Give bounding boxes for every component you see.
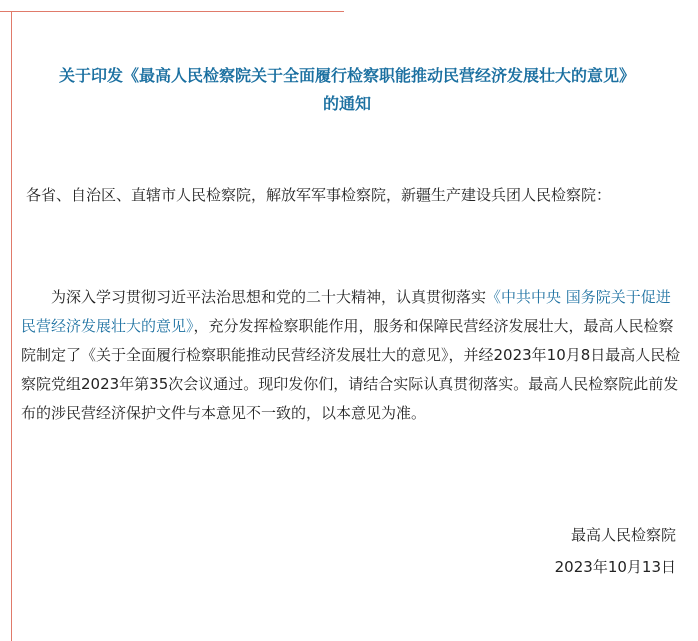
body-paragraph	[21, 283, 681, 428]
body-text-part-1: 为深入学习贯彻习近平法治思想和党的二十大精神，认真贯彻落实	[51, 288, 487, 306]
document-title	[22, 62, 672, 118]
salutation: 各省、自治区、直辖市人民检察院，解放军军事检察院，新疆生产建设兵团人民检察院：	[26, 186, 612, 204]
policy-link[interactable]: 《中共中央 国务院关于促进民营经济发展壮大的意见》	[21, 288, 671, 335]
title-line-1: 关于印发《最高人民检察院关于全面履行检察职能推动民营经济发展壮大的意见》	[58, 66, 635, 85]
title-line-2: 的通知	[322, 94, 371, 113]
signature-org: 最高人民检察院	[570, 526, 676, 544]
body-text-part-2: ，充分发挥检察职能作用，服务和保障民营经济发展壮大，最高人民检察院制定了《关于全面履行检察职能推动民营经济发展壮大的意见》，并经2023年10月8日最高人民检察院党组2023年第35次会议通过。现印发你们，请结合实际认真贯彻落实。最高人民检察院此前发布的涉民营经济保护文件与本意见不一致的，以本意见为准。	[21, 317, 681, 422]
signature-date: 2023年10月13日	[554, 558, 676, 576]
frame-top-rule	[0, 11, 344, 12]
frame-left-rule	[11, 11, 12, 641]
